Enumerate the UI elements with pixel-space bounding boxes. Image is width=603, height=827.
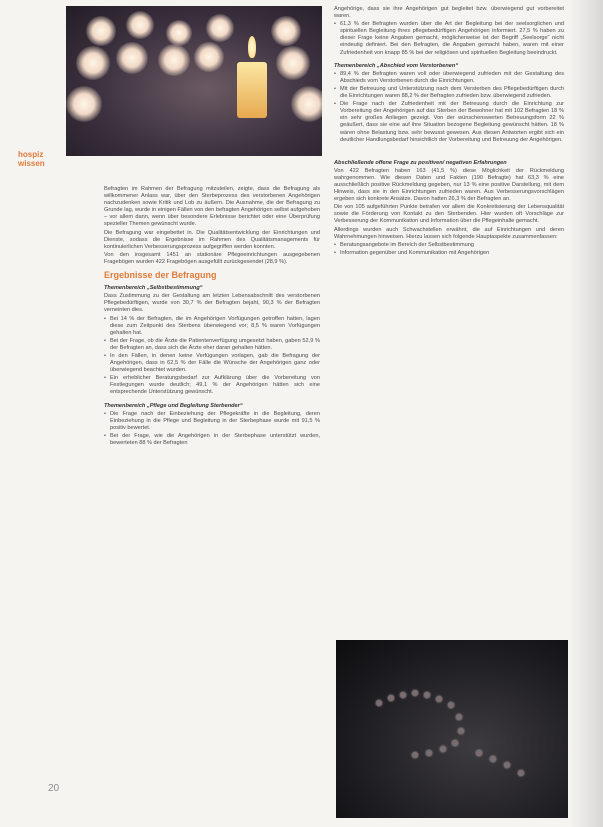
right-column	[334, 6, 564, 258]
body-paragraph: Von 422 Befragten haben 163 (41,5 %) diese Möglichkeit der Rückmeldung wahrgenommen. Wie diesen Daten und Fakten (190 Befragte) hat 63,3 % eine ausschließlich positive Rückmeldung gegeben, nur 13 % eine positive Darstellung, mit dem Hinweis, dass sie in den Einrichtungen zufrieden waren. Aus Verbesserungsvorschlägen ergeben sich konkrete Ansätze. Davon hatten 26,3 % der Befragten an.	[334, 167, 564, 203]
intro-paragraph: Die Befragung war eingebettet in. Die Qualitätsentwicklung der Einrichtungen und Dienste, sodass die Ergebnisse im Rahmen des Qualitätsmanagements für kontinuierlichen Verbesserungsprozess aufgegriffen werden konnten.	[104, 229, 320, 250]
bullet-item: • Die Frage nach der Zufriedenheit mit der Betreuung durch die Einrichtung zur Vorbereitung der Angehörigen auf das Sterben der Bewohner hat mit 102 Befragten 18 % ein sehr großes Anliegen gezeigt. Von der wünschenswerten Betreuungsform 22 % geäußert, dass sie eine auf ihre Situation bezogene Begleitung gewünscht hätten. 18 % wären ohne Belastung bzw. sehr bewusst gewesen. Aus diesen Antworten ergibt sich ein deutlicher Handlungsbedarf hinsichtlich der Vorbereitung und Betreuung der Angehörigen.	[334, 101, 564, 144]
body-paragraph: Dass Zustimmung zu der Gestaltung am letzten Lebensabschnitt des verstorbenen Pflegebedürftigen, wurde von 30,7 % der Befragten bejaht, 90,3 % der Befragten verneinten dies.	[104, 293, 320, 314]
bullet-item: • Ein erheblicher Beratungsbedarf zur Aufklärung über die Vorbereitung von Festlegungen wurde deutlich; 49,1 % der Angehörigen hätten sich eine entsprechende Unterstützung gewünscht.	[104, 375, 320, 396]
bullet-item: • Beratungsangebote im Bereich der Selbstbestimmung	[334, 242, 564, 249]
bullet-item: • Mit der Betreuung und Unterstützung nach dem Versterben des Pflegebedürftigen durch die Einrichtungen waren 88,2 % der Befragten zufrieden bzw. überwiegend zufrieden.	[334, 86, 564, 100]
candles-photo	[66, 6, 322, 156]
bullet-item: • In den Fällen, in denen keine Verfügungen vorlagen, gab die Befragung der Angehörigen, dass in 62,5 % der Fälle die Wünsche der Angehörigen ganz oder überwiegend beachtet wurden.	[104, 353, 320, 374]
subheading-open-question: Abschließende offene Frage zu positiven/ negativen Erfahrungen	[334, 159, 507, 166]
subheading-self-determination: Themenbereich „Selbstbestimmung“	[104, 285, 203, 292]
section-side-label	[18, 150, 45, 168]
intro-paragraph: Befragten im Rahmen der Befragung mitzuteilen, zeigte, dass die Befragung als willkommener Anlass war, über den Sterbeprozess des verstorbenen Angehörigen nachzudenken sowie Kritik und Lob zu äußern. Die Ausnahme, die der Befragung zu Grunde lag, wurde in einigen Fällen von den befragten Angehörigen selbst aufgehoben – vor allem dann, wenn über besondere Erlebnisse berichtet oder eine Überprüfung spezieller Themen gewünscht wurde.	[104, 186, 320, 228]
bullet-item: • Bei 14 % der Befragten, die im Angehörigen Vorfügungen getroffen hatten, lagen diese zum Zeitpunkt des Sterbens überwiegend vor; 8,5 % waren Vorfügungen gehalten hat.	[104, 316, 320, 337]
left-column	[104, 186, 320, 448]
side-label-line-2: wissen	[18, 159, 45, 168]
section-heading: Ergebnisse der Befragung	[104, 270, 217, 281]
page-number: 20	[48, 783, 60, 794]
body-paragraph: Die von 105 aufgeführten Punkte betrafen vor allem die Konkretisierung der Lebensqualität sowie die Förderung von Kontakt zu den Sterbenden. Hier wurden oft Vorschläge zur Verbesserung der Kommunikation und Information über die Pflegeinhalte gemacht.	[334, 204, 564, 225]
bullet-item: • 61,3 % der Befragten wurden über die Art der Begleitung bei der seelsorglichen und spirituellen Begleitung ihres pflegebedürftigen Angehörigen informiert. 27,5 % haben zu dieser Frage keine Angaben gemacht, möglicherweise ist der Begriff „Seelsorge“ nicht eindeutig definiert. Bei den Befragten, die Angaben gemacht haben, waren mit einer Zufriedenheit von knapp 85 % bei der religiösen und spirituellen Begleitung beeindruckt.	[334, 21, 564, 56]
bullet-item: • Information gegenüber und Kommunikation mit Angehörigen	[334, 250, 564, 257]
side-label-line-1: hospiz	[18, 150, 44, 159]
bullet-item: • Bei der Frage, ob die Ärzte die Patientenverfügung umgesetzt haben, gaben 52,9 % der Befragten an, dass sich die Ärzte eher daran gehalten hätten.	[104, 338, 320, 352]
subheading-farewell: Themenbereich „Abschied vom Verstorbenen“	[334, 62, 459, 69]
intro-paragraph: Von den insgesamt 1451 an stationäre Pflegeeinrichtungen ausgegebenen Fragebögen wurden 422 Fragebögen ausgefüllt zurückgesendet (28,9 %).	[104, 251, 320, 265]
body-paragraph: Allerdings wurden auch Schwachstellen erwähnt, die auf Einrichtungen und deren Wahrnehmungen hinweisen. Hierzu lassen sich folgende Hauptaspekte zusammenfassen:	[334, 226, 564, 240]
body-paragraph: Angehörige, dass sie ihre Angehörigen gut begleitet bzw. überwiegend gut vorbereitet waren.	[334, 6, 564, 20]
bullet-item: • Die Frage nach der Einbeziehung der Pflegekräfte in die Begleitung, deren Einbeziehung in die Pflege und Begleitung in der Sterbephase wurde mit 91,5 % positiv bewertet.	[104, 411, 320, 432]
rosary-photo	[336, 640, 568, 818]
bullet-item: • Bei der Frage, wie die Angehörigen in der Sterbephase unterstützt wurden, bewerteten 88 % der Befragten	[104, 433, 320, 447]
subheading-care: Themenbereich „Pflege und Begleitung Sterbender“	[104, 402, 243, 409]
bullet-item: • 89,4 % der Befragten waren voll oder überwiegend zufrieden mit der Gestaltung des Abschieds vom Verstorbenen durch die Einrichtungen.	[334, 71, 564, 85]
